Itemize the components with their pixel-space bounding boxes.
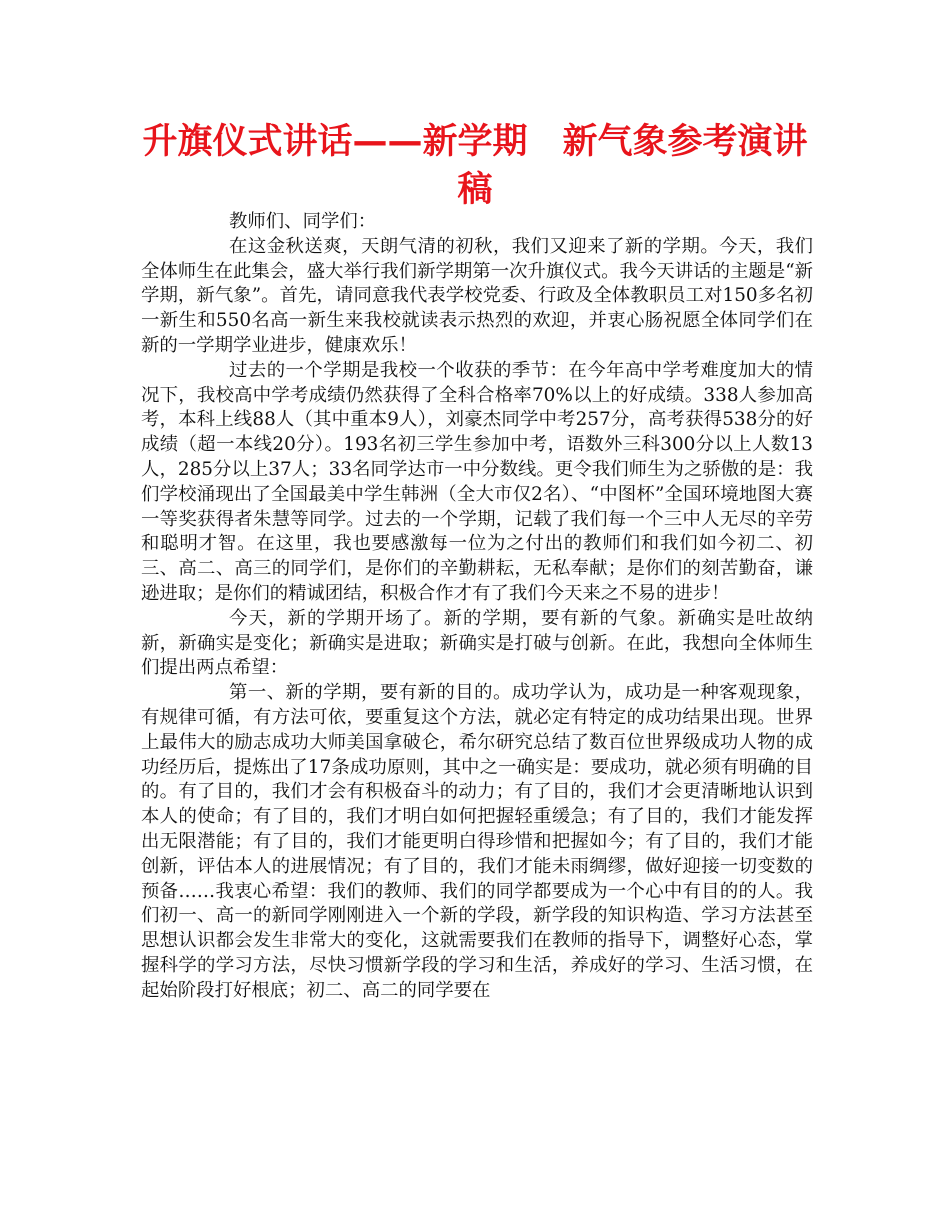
document-title: 升旗仪式讲话——新学期 新气象参考演讲稿 bbox=[142, 122, 808, 210]
paragraph-hope-one: 第一、新的学期，要有新的目的。成功学认为，成功是一种客观现象，有规律可循，有方法可依，要重复这个方法，就必定有特定的成功结果出现。世界上最伟大的励志成功大师美国拿破仑，希尔研究总结了数百位世界级成功人物的成功经历后，提炼出了17条成功原则，其中之一确实是：要成功，就必须有明确的目的。有了目的，我们才会有积极奋斗的动力；有了目的，我们才会更清晰地认识到本人的使命；有了目的，我们才明白如何把握轻重缓急；有了目的，我们才能发挥出无限潜能；有了目的，我们才能更明白得珍惜和把握如今；有了目的，我们才能创新，评估本人的进展情况；有了目的，我们才能未雨绸缪，做好迎接一切变数的预备……我衷心希望：我们的教师、我们的同学都要成为一个心中有目的的人。我们初一、高一的新同学刚刚进入一个新的学段，新学段的知识构造、学习方法甚至思想认识都会发生非常大的变化，这就需要我们在教师的指导下，调整好心态，掌握科学的学习方法，尽快习惯新学段的学习和生活，养成好的学习、生活习惯，在起始阶段打好根底；初二、高二的同学要在 bbox=[141, 682, 813, 1001]
paragraph-achievements: 过去的一个学期是我校一个收获的季节：在今年高中学考难度加大的情况下，我校高中学考成绩仍然获得了全科合格率70%以上的好成绩。338人参加高考，本科上线88人（其中重本9人），刘豪杰同学中考257分，高考获得538分的好成绩（超一本线20分）。193名初三学生参加中考，语数外三科300分以上人数13人，285分以上37人；33名同学达市一中分数线。更令我们师生为之骄傲的是：我们学校涌现出了全国最美中学生韩洲（全大市仅2名）、“中图杯”全国环境地图大赛一等奖获得者朱慧等同学。过去的一个学期，记载了我们每一个三中人无尽的辛劳和聪明才智。在这里，我也要感激每一位为之付出的教师们和我们如今初二、初三、高二、高三的同学们，是你们的辛勤耕耘，无私奉献；是你们的刻苦勤奋，谦逊进取；是你们的精诚团结，积极合作才有了我们今天来之不易的进步！ bbox=[141, 359, 813, 604]
paragraph-greeting: 教师们、同学们： bbox=[229, 211, 377, 232]
paragraph-new-term: 今天，新的学期开场了。新的学期，要有新的气象。新确实是吐故纳新，新确实是变化；新确实是进取；新确实是打破与创新。在此，我想向全体师生们提出两点希望： bbox=[141, 607, 813, 679]
document-body bbox=[141, 210, 813, 1004]
paragraph-intro: 在这金秋送爽，天朗气清的初秋，我们又迎来了新的学期。今天，我们全体师生在此集会，盛大举行我们新学期第一次升旗仪式。我今天讲话的主题是“新学期，新气象”。首先，请同意我代表学校党委、行政及全体教职员工对150多名初一新生和550名高一新生来我校就读表示热烈的欢迎，并衷心肠祝愿全体同学们在新的一学期学业进步，健康欢乐！ bbox=[141, 235, 813, 356]
